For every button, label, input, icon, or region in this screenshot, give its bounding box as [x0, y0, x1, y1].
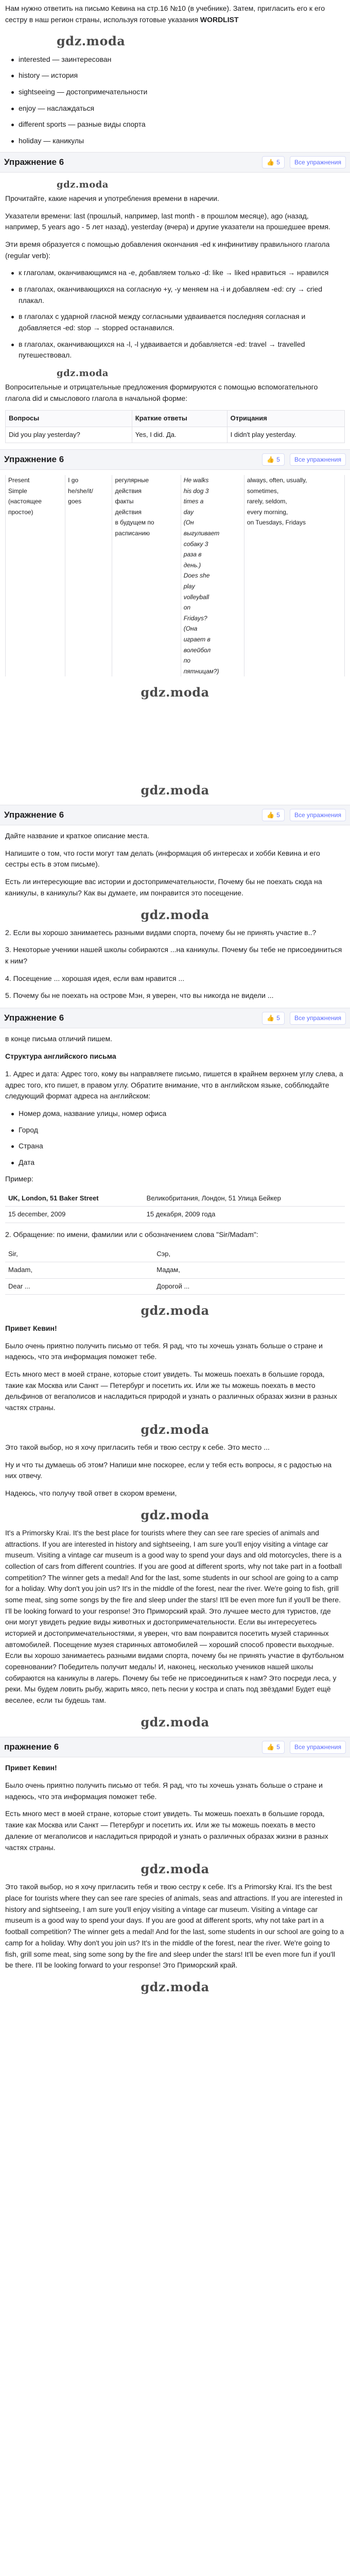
- table-cell: [244, 581, 344, 592]
- table-cell: Simple: [6, 486, 65, 497]
- table-cell: [65, 592, 112, 603]
- table-cell: Does she: [181, 570, 244, 581]
- table-cell: [244, 539, 344, 550]
- thumbs-up-icon: 👍: [267, 811, 275, 819]
- table-cell: [6, 560, 65, 571]
- all-exercises-button[interactable]: Все упражнения: [290, 1741, 346, 1754]
- exercise-title: пражнение 6: [4, 1742, 59, 1752]
- table-cell: [65, 560, 112, 571]
- table-cell: rarely, seldom,: [244, 496, 344, 507]
- table-cell: [112, 581, 181, 592]
- table-cell: [65, 581, 112, 592]
- table-cell: 15 декабря, 2009 года: [144, 1207, 345, 1223]
- all-exercises-button[interactable]: Все упражнения: [290, 809, 346, 822]
- table-cell: [244, 592, 344, 603]
- table-cell: Великобритания, Лондон, 51 Улица Бейкер: [144, 1191, 345, 1207]
- table-header: Вопросы: [6, 411, 132, 427]
- table-row: [5, 1191, 345, 1207]
- table-cell: [65, 517, 112, 528]
- table-cell: (Он: [181, 517, 244, 528]
- thumbs-up-icon: 👍: [267, 158, 275, 166]
- list-item: Город: [10, 1125, 345, 1136]
- table-row: [6, 549, 345, 560]
- watermark: gdz.moda: [57, 179, 109, 191]
- table-cell: [244, 549, 344, 560]
- table-cell: факты: [112, 496, 181, 507]
- table-row: [6, 613, 345, 624]
- table-cell: goes: [65, 496, 112, 507]
- table-row: [6, 539, 345, 550]
- table-cell: Дорогой ...: [153, 1278, 345, 1294]
- thumbs-up-icon: 👍: [267, 455, 275, 463]
- like-button[interactable]: 👍 5: [262, 1012, 285, 1025]
- paragraph: Прочитайте, какие наречия и употребления времени в наречии.: [5, 194, 219, 202]
- table-cell: 15 december, 2009: [5, 1207, 144, 1223]
- table-row: [6, 581, 345, 592]
- table-row: [6, 507, 345, 518]
- rules-list: [10, 267, 345, 361]
- table-cell: играет в: [181, 634, 244, 645]
- table-cell: регулярные: [112, 475, 181, 486]
- paragraph: 1. Адрес и дата: Адрес того, кому вы направляете письмо, пишется в крайнем верхнем углу слева, а адрес того, кто пишет, в правом углу. Обратите внимание, что в английском языке, собблюдайте следующий формат адреса на английском:: [5, 1069, 343, 1100]
- table-cell: [6, 517, 65, 528]
- table-cell: [65, 655, 112, 666]
- paragraph: Есть много мест в моей стране, которые стоит увидеть. Ты можешь поехать в большие города, такие как Москва или Санкт — Петербург и посетить их. Или же ты можешь поехать в место далекие от мегаполисов и насладиться природой и узнать о различных образах жизни в разных частях страны.: [5, 1809, 328, 1852]
- paragraph: Надеюсь, что получу твой ответ в скором времени,: [5, 1488, 177, 1497]
- exercise-header: [0, 449, 350, 470]
- table-cell: [112, 666, 181, 677]
- table-cell: [65, 645, 112, 656]
- table-cell: в будущем по: [112, 517, 181, 528]
- table-cell: he/she/it/: [65, 486, 112, 497]
- table-row: [6, 570, 345, 581]
- paragraph: 2. Если вы хорошо занимаетесь разными видами спорта, почему бы не принять участие в..?: [5, 928, 317, 937]
- list-item: в глаголах с ударной гласной между согласными удваивается последняя согласная и добавляется -ed: stop → stopped останавился.: [10, 311, 345, 333]
- thumbs-up-icon: 👍: [267, 1743, 275, 1751]
- list-item: different sports — разные виды спорта: [10, 119, 345, 130]
- paragraph: Было очень приятно получить письмо от тебя. Я рад, что ты хочешь узнать больше о стране и надеюсь, что эта информация поможет тебе.: [5, 1781, 323, 1801]
- table-cell: (настоящее: [6, 496, 65, 507]
- table-cell: [65, 634, 112, 645]
- exercise-header: [0, 1008, 350, 1028]
- like-button[interactable]: 👍 5: [262, 453, 285, 466]
- table-row: [6, 645, 345, 656]
- greeting-table: [5, 1246, 345, 1294]
- table-cell: his dog 3: [181, 486, 244, 497]
- table-cell: день.): [181, 560, 244, 571]
- table-cell: [6, 623, 65, 634]
- address-list: [10, 1108, 345, 1168]
- list-item: Страна: [10, 1141, 345, 1152]
- table-row: [5, 1207, 345, 1223]
- table-cell: Fridays?: [181, 613, 244, 624]
- table-row: [5, 1278, 345, 1294]
- paragraph: 3. Некоторые ученики нашей школы собираются ...на каникулы. Почему бы тебе не присоединиться к ним?: [5, 945, 342, 965]
- exercise-header: [0, 1737, 350, 1757]
- table-row: [5, 1262, 345, 1278]
- table-cell: [244, 634, 344, 645]
- table-cell: sometimes,: [244, 486, 344, 497]
- paragraph: в конце письма отличий пишем.: [5, 1035, 112, 1043]
- list-item: Дата: [10, 1157, 345, 1168]
- table-cell: расписанию: [112, 528, 181, 539]
- table-cell: Мадам,: [153, 1262, 345, 1278]
- table-cell: [65, 623, 112, 634]
- table-cell: [6, 592, 65, 603]
- all-exercises-button[interactable]: Все упражнения: [290, 156, 346, 169]
- table-cell: [6, 602, 65, 613]
- list-item: holiday — каникулы: [10, 135, 345, 147]
- table-cell: [65, 549, 112, 560]
- exercise-title: Упражнение 6: [4, 1013, 64, 1023]
- table-row: [6, 486, 345, 497]
- table-row: [6, 517, 345, 528]
- wordlist: [10, 54, 345, 147]
- table-cell: Sir,: [5, 1246, 153, 1262]
- table-cell: on: [181, 602, 244, 613]
- watermark: gdz.moda: [141, 1302, 209, 1318]
- table-cell: собаку 3: [181, 539, 244, 550]
- table-cell: действия: [112, 486, 181, 497]
- grammar-table: [5, 410, 345, 443]
- table-cell: [244, 560, 344, 571]
- table-cell: [65, 570, 112, 581]
- table-cell: [6, 613, 65, 624]
- paragraph: Это такой выбор, но я хочу пригласить тебя и твою сестру к себе. Это место ...: [5, 1443, 270, 1451]
- table-cell: [112, 549, 181, 560]
- table-cell: действия: [112, 507, 181, 518]
- table-row: [6, 666, 345, 677]
- paragraph: Напишите о том, что гости могут там делать (информация об интересах и хобби Кевина и его сестры есть в этом письме).: [5, 849, 320, 869]
- watermark: gdz.moda: [141, 1714, 209, 1730]
- table-cell: UK, London, 51 Baker Street: [5, 1191, 144, 1207]
- watermark: gdz.moda: [141, 1861, 209, 1877]
- table-cell: [244, 623, 344, 634]
- table-cell: I go: [65, 475, 112, 486]
- table-cell: [65, 539, 112, 550]
- table-cell: [112, 602, 181, 613]
- table-cell: every morning,: [244, 507, 344, 518]
- table-cell: раза в: [181, 549, 244, 560]
- table-cell: [244, 528, 344, 539]
- table-cell: [6, 581, 65, 592]
- table-cell: (Она: [181, 623, 244, 634]
- list-item: в глаголах, оканчивающихся на -l, -l удваивается и добавляется -ed: travel → travelled путешествовал.: [10, 339, 345, 361]
- paragraph: Ну и что ты думаешь об этом? Напиши мне поскорее, если у тебя есть вопросы, я с радостью на них отвечу.: [5, 1460, 332, 1480]
- thumbs-up-icon: 👍: [267, 1014, 275, 1022]
- watermark: gdz.moda: [141, 1421, 209, 1437]
- table-cell: Did you play yesterday?: [6, 427, 132, 443]
- exercise-header: [0, 805, 350, 825]
- table-cell: [65, 613, 112, 624]
- table-cell: [6, 549, 65, 560]
- table-cell: по: [181, 655, 244, 666]
- section-heading: Структура английского письма: [5, 1052, 116, 1061]
- table-cell: [112, 613, 181, 624]
- like-button[interactable]: 👍 5: [262, 1741, 285, 1754]
- table-row: [6, 602, 345, 613]
- like-button[interactable]: 👍 5: [262, 809, 285, 822]
- list-item: enjoy — наслаждаться: [10, 103, 345, 114]
- table-cell: [6, 528, 65, 539]
- paragraph: It's a Primorsky Krai. It's the best place for tourists where they can see rare species of animals and attractions. If you are interested in history and sightseeing, I am sure you'll enjoy visiting a vintage car museum. Visiting a vintage car museum is a good way to spend your days and old motorcycles, there is a collection of cars from different countries. If you are good at different sports, why not take part in a football competition? The winner gets a medal! And for the last, some students in our school are going to a camp for a holiday. Why don't you join us? It's in the middle of the forest, near the river. We're going to fish, grill some meat, sing some songs by the fire and sleep under the stars! It'll be even more fun if you'll be there. I'll be looking forward to your response! Это Приморский край. Это лучшее место для туристов, где они могут увидеть редкие виды животных и достопримечательности. Если вы интересуетесь историей и достопримечательностями, я уверен, что вам понравится посетить музей старинных автомобилей. Посещение музея старинных автомобилей — хороший способ провести выходные. Если вы хорошо занимаетесь разными видами спорта, почему бы не принять участие в футбольном соревновании? Победитель получит медаль! И, наконец, несколько учеников нашей школы собираются на каникулы в лагерь. Почему бы тебе не присоединиться к нам? Это посреди леса, у реки. Мы будем ловить рыбу, жарить мясо, петь песни у костра и спать под звёздами! Будет ещё веселее, если ты будешь там.: [5, 1528, 344, 1705]
- letter-greeting: Привет Кевин!: [5, 1764, 57, 1772]
- table-row: [6, 592, 345, 603]
- all-exercises-button[interactable]: Все упражнения: [290, 453, 346, 466]
- watermark: gdz.moda: [141, 782, 209, 798]
- table-cell: [6, 539, 65, 550]
- exercise-title: Упражнение 6: [4, 157, 64, 167]
- table-row: [6, 496, 345, 507]
- table-cell: play: [181, 581, 244, 592]
- table-cell: [112, 539, 181, 550]
- table-cell: [244, 645, 344, 656]
- watermark: gdz.moda: [141, 1979, 209, 1994]
- paragraph: Дайте название и краткое описание места.: [5, 832, 149, 840]
- list-item: к глаголам, оканчивающимся на -e, добавляем только -d: like → liked нравиться → нравился: [10, 267, 345, 279]
- table-header: Краткие ответы: [132, 411, 227, 427]
- table-cell: [65, 507, 112, 518]
- table-cell: простое): [6, 507, 65, 518]
- table-cell: [112, 623, 181, 634]
- table-cell: [112, 570, 181, 581]
- table-row: [5, 1246, 345, 1262]
- table-cell: Сэр,: [153, 1246, 345, 1262]
- list-item: Номер дома, название улицы, номер офиса: [10, 1108, 345, 1120]
- paragraph: Было очень приятно получить письмо от тебя. Я рад, что ты хочешь узнать больше о стране и надеюсь, что эта информация поможет тебе.: [5, 1341, 323, 1361]
- table-cell: [244, 613, 344, 624]
- table-cell: volleyball: [181, 592, 244, 603]
- table-cell: Present: [6, 475, 65, 486]
- list-item: history — история: [10, 70, 345, 81]
- list-item: sightseeing — достопримечательности: [10, 87, 345, 98]
- table-cell: times a: [181, 496, 244, 507]
- table-cell: I didn't play yesterday.: [227, 427, 344, 443]
- table-cell: always, often, usually,: [244, 475, 344, 486]
- table-cell: [6, 634, 65, 645]
- table-cell: [244, 655, 344, 666]
- table-cell: [6, 645, 65, 656]
- paragraph: 2. Обращение: по имени, фамилии или с обозначением слова "Sir/Madam":: [5, 1230, 258, 1239]
- table-cell: He walks: [181, 475, 244, 486]
- table-cell: day: [181, 507, 244, 518]
- paragraph: Это такой выбор, но я хочу пригласить тебя и твою сестру к себе. It's a Primorsky Krai. It's the best place for tourists where they can see rare species of animals, seas and attractions. If you are interested in history and sightseeing, I am sure you'll enjoy visiting a vintage car museum. Visiting a vintage car museum is a good way to spend your days. If you are good at different sports, why not take part in a football competition? The winner gets a medal! And for the last, some students in our school are going to a camp for a holiday. Why don't you join us? It's in the middle of the forest, near the river. We're going to fish, grill some meat, sing some song by the fire and sleep under the stars! It'll be even more fun if you'll be there. I'll be looking forward to your response! Это Приморский край.: [5, 1883, 344, 1970]
- table-row: [6, 634, 345, 645]
- table-cell: Yes, I did. Да.: [132, 427, 227, 443]
- table-cell: [65, 666, 112, 677]
- table-cell: пятницам?): [181, 666, 244, 677]
- table-row: [6, 560, 345, 571]
- table-cell: Madam,: [5, 1262, 153, 1278]
- table-cell: [6, 570, 65, 581]
- table-cell: on Tuesdays, Fridays: [244, 517, 344, 528]
- exercise-header: [0, 152, 350, 173]
- list-item: interested — заинтересован: [10, 54, 345, 65]
- paragraph: 5. Почему бы не поехать на острове Мэн, я уверен, что вы никогда не видели ...: [5, 991, 274, 1000]
- spacer: [5, 705, 345, 777]
- table-cell: [6, 666, 65, 677]
- table-cell: [112, 634, 181, 645]
- table-cell: [65, 602, 112, 613]
- table-cell: [112, 645, 181, 656]
- watermark: gdz.moda: [141, 1507, 209, 1522]
- watermark: gdz.moda: [141, 685, 209, 700]
- address-example-table: [5, 1191, 345, 1223]
- table-header: Отрицания: [227, 411, 344, 427]
- table-cell: Dear ...: [5, 1278, 153, 1294]
- table-cell: [244, 666, 344, 677]
- table-cell: [244, 602, 344, 613]
- list-item: в глаголах, оканчивающихся на согласную +y, -y меняем на -i и добавляем -ed: cry → cried плакал.: [10, 284, 345, 306]
- watermark: gdz.moda: [57, 368, 109, 379]
- like-button[interactable]: 👍 5: [262, 156, 285, 169]
- paragraph: 4. Посещение ... хорошая идея, если вам нравится ...: [5, 974, 185, 982]
- table-cell: волейбол: [181, 645, 244, 656]
- table-row: [6, 427, 345, 443]
- table-row: [6, 528, 345, 539]
- table-cell: [112, 592, 181, 603]
- exercise-title: Упражнение 6: [4, 454, 64, 464]
- intro-text: Нам нужно ответить на письмо Кевина на стр.16 №10 (в учебнике). Затем, пригласить его к его сестру в наш регион страны, используя готовые указания WORDLIST: [5, 4, 325, 24]
- table-cell: [65, 528, 112, 539]
- table-row: [6, 655, 345, 666]
- table-cell: выгуливает: [181, 528, 244, 539]
- paragraph: Вопросительные и отрицательные предложения формируются с помощью вспомогательного глагола did и смыслового глагола в начальной форме:: [5, 383, 318, 402]
- paragraph: Пример:: [5, 1174, 33, 1183]
- watermark: gdz.moda: [141, 907, 209, 922]
- table-row: [6, 623, 345, 634]
- paragraph: Указатели времени: last (прошлый, например, last month - в прошлом месяце), ago (назад, например, 5 years ago - 5 лет назад), yesterday (вчера) и другие указатели на прошедшее время.: [5, 211, 330, 231]
- tense-table: [5, 475, 345, 676]
- letter-greeting: Привет Кевин!: [5, 1324, 57, 1332]
- paragraph: Есть ли интересующие вас истории и достопримечательности, Почему бы не поехать сюда на каникулы, в каникулы? Как вы думаете, им понравится это посещение.: [5, 877, 322, 897]
- table-cell: [112, 655, 181, 666]
- table-cell: [112, 560, 181, 571]
- table-cell: [6, 655, 65, 666]
- paragraph: Есть много мест в моей стране, которые стоит увидеть. Ты можешь поехать в большие города, такие как Москва или Санкт — Петербург и посетить их. Или же ты можешь поехать в место дельфинов от вегаполисов и насладиться природой и узнать о различных образах жизни в разных частях страны.: [5, 1369, 337, 1412]
- all-exercises-button[interactable]: Все упражнения: [290, 1012, 346, 1025]
- table-cell: [244, 570, 344, 581]
- watermark: gdz.moda: [57, 33, 126, 49]
- table-row: [6, 475, 345, 486]
- exercise-title: Упражнение 6: [4, 809, 64, 820]
- paragraph: Эти время образуется с помощью добавления окончания -ed к инфинитиву правильного глагола (regular verb):: [5, 240, 330, 260]
- wordlist-label: WORDLIST: [200, 15, 239, 24]
